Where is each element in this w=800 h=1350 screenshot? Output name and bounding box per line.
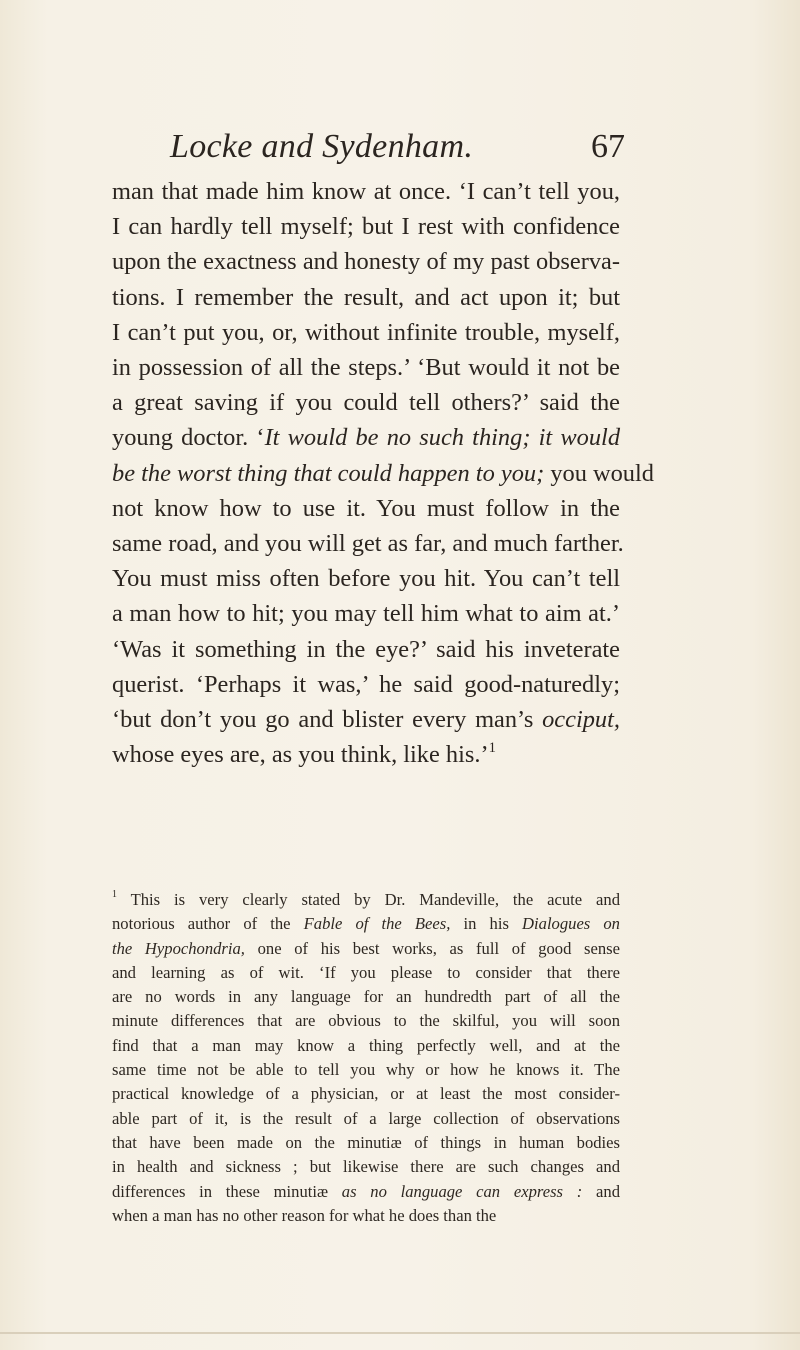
italic-title: Dialogues on (522, 914, 620, 934)
text-line: You must miss often before you hit. You can’t tell (112, 565, 620, 593)
italic-quote: It would be no such thing; it would (264, 424, 621, 452)
footnote-line: when a man has no other reason for what he does than the (112, 1205, 497, 1225)
italic-word: occiput, (542, 706, 620, 734)
text-line: querist. ‘Perhaps it was,’ he said good-naturedly; (112, 670, 620, 698)
footnote-segment: in his (450, 914, 523, 934)
footnote-line (112, 888, 620, 912)
text-line: a man how to hit; you may tell him what to aim at.’ (112, 600, 620, 628)
page-header (170, 128, 630, 172)
text-line: not know how to use it. You must follow in the (112, 494, 620, 522)
text-line: I can hardly tell myself; but I rest with confidence (112, 213, 620, 241)
footnote-segment: notorious author of the (112, 914, 304, 934)
text-line: a great saving if you could tell others?’ said the (112, 389, 620, 417)
running-title: Locke and Sydenham. (170, 128, 474, 165)
footnote-line: and learning as of wit. ‘If you please to consider that there (112, 962, 620, 982)
footnote-line: that have been made on the minutiæ of things in human bodies (112, 1132, 620, 1152)
italic-phrase: as no language can express : (341, 1181, 583, 1201)
footnote-line: minute differences that are obvious to the skilful, you will soon (112, 1011, 620, 1031)
italic-title: Fable of the Bees, (303, 914, 451, 934)
footnote-marker: 1 (112, 889, 117, 901)
text-line: tions. I remember the result, and act upon it; but (112, 283, 620, 311)
text-line: ‘Was it something in the eye?’ said his inveterate (112, 635, 620, 663)
text-line: man that made him know at once. ‘I can’t tell you, (112, 178, 620, 205)
footnote-reference: 1 (488, 739, 496, 756)
text-line: I can’t put you, or, without infinite trouble, myself, (112, 318, 620, 346)
italic-title: the Hypochondria, (112, 938, 245, 958)
text-segment: young doctor. ‘ (112, 424, 265, 452)
footnote-line (112, 1180, 620, 1204)
footnote-segment: and (582, 1181, 620, 1201)
footnote-segment: This is very clearly stated by Dr. Mandeville, the acute and (116, 890, 620, 909)
text-line (112, 737, 620, 772)
text-segment: ‘but don’t you go and blister every man’s (112, 706, 543, 734)
text-line (112, 456, 654, 491)
text-line: upon the exactness and honesty of my past observa- (112, 248, 620, 276)
footnote-line: are no words in any language for an hundredth part of all the (112, 987, 620, 1007)
footnote-line: practical knowledge of a physician, or at least the most consider- (112, 1084, 620, 1104)
text-line (112, 702, 620, 737)
footnote (112, 888, 620, 1228)
footnote-line: in health and sickness ; but likewise there are such changes and (112, 1157, 620, 1177)
page-edge-divider (0, 1332, 800, 1334)
text-line: in possession of all the steps.’ ‘But would it not be (112, 354, 620, 382)
footnote-line: able part of it, is the result of a large collection of observations (112, 1108, 620, 1128)
italic-quote: be the worst thing that could happen to you; (112, 459, 545, 487)
main-text (112, 174, 654, 772)
text-line: same road, and you will get as far, and much farther. (112, 530, 624, 558)
footnote-line: same time not be able to tell you why or how he knows it. The (112, 1060, 620, 1080)
text-segment: whose eyes are, as you think, like his.’ (112, 741, 489, 769)
text-segment: you would (544, 459, 654, 487)
text-line (112, 420, 620, 455)
footnote-segment: differences in these minutiæ (112, 1181, 342, 1201)
footnote-line: find that a man may know a thing perfectly well, and at the (112, 1035, 620, 1055)
footnote-line (112, 912, 620, 936)
footnote-segment: one of his best works, as full of good sense (244, 938, 620, 958)
footnote-line (112, 937, 620, 961)
page-number: 67 (591, 128, 625, 165)
